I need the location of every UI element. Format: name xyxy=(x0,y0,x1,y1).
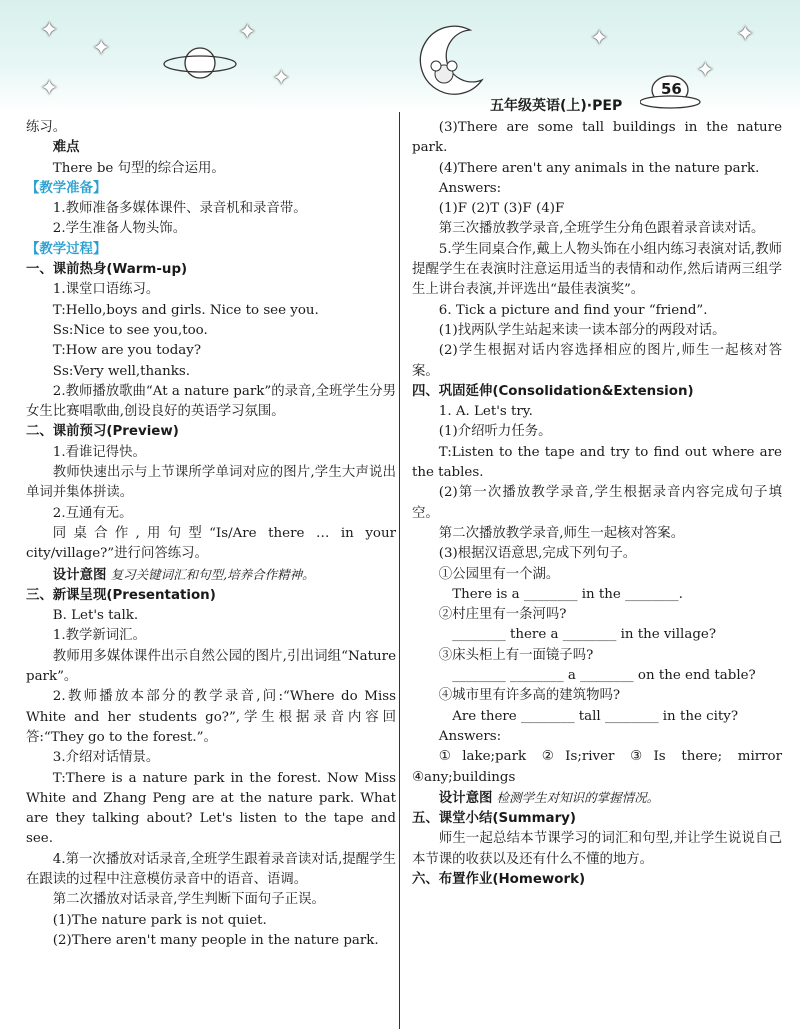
star-icon: ✦ xyxy=(238,20,257,45)
text-paragraph: 【教学过程】 xyxy=(26,241,107,257)
text-paragraph: 2.教师播放本部分的教学录音,问:“Where do Miss White and her students go?”,学生根据录音内容回答:“They go to the forest.”。 xyxy=(26,689,396,745)
text-paragraph: Ss:Nice to see you,too. xyxy=(52,322,208,338)
text-paragraph: ________ there a ________ in the village? xyxy=(452,627,716,643)
text-paragraph: 5.学生同桌合作,戴上人物头饰在小组内练习表演对话,教师提醒学生在表演时注意运用适当的表情和动作,然后请两三组学生上讲台表演,并评选出“最佳表演奖”。 xyxy=(412,241,782,298)
page-number: 56 xyxy=(661,80,682,98)
text-paragraph: 教师快速出示与上节课所学单词对应的图片,学生大声说出单词并集体拼读。 xyxy=(26,465,396,501)
text-paragraph: 第二次播放教学录音,师生一起核对答案。 xyxy=(438,525,685,541)
text-paragraph: T:How are you today? xyxy=(52,343,202,359)
text-paragraph: 2.教师播放歌曲“At a nature park”的录音,全班学生分男女生比赛唱歌曲,创设良好的英语学习氛围。 xyxy=(26,383,396,420)
planet-icon xyxy=(160,38,240,88)
text-paragraph: 1.看谁记得快。 xyxy=(52,444,146,460)
text-paragraph: T:There is a nature park in the forest. Now Miss White and Zhang Peng are at the nature park. What are they talking about? Let's listen to the tape and see. xyxy=(26,770,396,847)
text-paragraph: 六、布置作业(Homework) xyxy=(412,871,586,887)
text-paragraph: T:Hello,boys and girls. Nice to see you. xyxy=(52,302,319,318)
text-paragraph: 1.教师准备多媒体课件、录音机和录音带。 xyxy=(52,201,307,217)
right-column xyxy=(412,118,782,890)
text-paragraph: 难点 xyxy=(52,140,80,156)
text-paragraph: ①公园里有一个湖。 xyxy=(438,566,560,582)
text-paragraph: ①lake;park ②Is;river ③Is there; mirror ④any;buildings xyxy=(412,749,782,785)
text-paragraph: 一、课前热身(Warm-up) xyxy=(26,262,188,278)
text-paragraph: ④城市里有许多高的建筑物吗? xyxy=(438,688,621,704)
star-icon: ✦ xyxy=(40,76,59,101)
text-paragraph: There is a ________ in the ________. xyxy=(452,586,683,602)
text-paragraph: 1.教学新词汇。 xyxy=(52,628,146,644)
star-icon: ✦ xyxy=(590,26,609,51)
text-paragraph: 五、课堂小结(Summary) xyxy=(412,811,577,827)
text-paragraph: 二、课前预习(Preview) xyxy=(26,424,179,440)
design-intent-text: 检测学生对知识的掌握情况。 xyxy=(496,789,660,805)
text-paragraph: (2)第一次播放教学录音,学生根据录音内容完成句子填空。 xyxy=(412,485,782,521)
text-paragraph: 师生一起总结本节课学习的词汇和句型,并让学生说说自己本节课的收获以及还有什么不懂的地方。 xyxy=(412,831,782,867)
design-intent-label: 设计意图 xyxy=(438,790,493,806)
text-paragraph: 同桌合作,用句型“Is/Are there … in your city/village?”进行问答练习。 xyxy=(26,525,396,562)
text-paragraph: 练习。 xyxy=(26,120,67,135)
text-paragraph: ③床头柜上有一面镜子吗? xyxy=(438,647,594,663)
text-paragraph: 2.互通有无。 xyxy=(52,505,133,521)
star-icon: ✦ xyxy=(272,66,291,91)
text-paragraph: Answers: xyxy=(438,180,502,196)
text-paragraph: 1. A. Let's try. xyxy=(438,404,533,420)
text-paragraph: 第三次播放教学录音,全班学生分角色跟着录音读对话。 xyxy=(438,221,765,237)
text-paragraph: 三、新课呈现(Presentation) xyxy=(26,587,216,603)
text-paragraph: Ss:Very well,thanks. xyxy=(52,363,191,379)
text-paragraph: 2.学生准备人物头饰。 xyxy=(52,221,187,237)
text-paragraph: (2)学生根据对话内容选择相应的图片,师生一起核对答案。 xyxy=(412,343,782,379)
text-paragraph: 第二次播放对话录音,学生判断下面句子正误。 xyxy=(52,892,325,908)
star-icon: ✦ xyxy=(40,18,59,43)
column-divider xyxy=(399,112,400,1029)
text-paragraph: (1)介绍听力任务。 xyxy=(438,424,552,440)
text-paragraph: Answers: xyxy=(438,728,502,744)
design-intent-paragraph xyxy=(26,565,396,586)
star-icon: ✦ xyxy=(92,36,111,61)
text-paragraph: (2)There aren't many people in the nature park. xyxy=(52,932,379,948)
text-paragraph: ________ ________ a ________ on the end table? xyxy=(452,668,756,684)
design-intent-text: 复习关键词汇和句型,培养合作精神。 xyxy=(110,566,315,582)
text-paragraph: T:Listen to the tape and try to find out where are the tables. xyxy=(412,444,782,481)
text-paragraph: (1)找两队学生站起来读一读本部分的两段对话。 xyxy=(438,322,726,338)
text-paragraph: There be 句型的综合运用。 xyxy=(52,160,225,176)
text-paragraph: 4.第一次播放对话录音,全班学生跟着录音读对话,提醒学生在跟读的过程中注意模仿录音中的语音、语调。 xyxy=(26,851,396,887)
text-paragraph: (3)根据汉语意思,完成下列句子。 xyxy=(438,546,637,562)
moon-mouse-icon xyxy=(410,22,490,102)
text-paragraph: 教师用多媒体课件出示自然公园的图片,引出词组“Nature park”。 xyxy=(26,648,396,685)
design-intent-paragraph xyxy=(412,788,782,809)
text-paragraph: 【教学准备】 xyxy=(26,180,107,196)
text-paragraph: (1)The nature park is not quiet. xyxy=(52,912,267,928)
design-intent-label: 设计意图 xyxy=(52,567,107,583)
book-title: 五年级英语(上)·PEP xyxy=(490,98,623,114)
text-paragraph: 3.介绍对话情景。 xyxy=(52,750,160,766)
text-paragraph: Are there ________ tall ________ in the city? xyxy=(452,708,739,724)
text-paragraph: (1)F (2)T (3)F (4)F xyxy=(438,201,565,217)
text-paragraph: B. Let's talk. xyxy=(52,608,139,624)
star-icon: ✦ xyxy=(696,58,715,83)
text-paragraph: 1.课堂口语练习。 xyxy=(52,282,160,298)
text-paragraph: ②村庄里有一条河吗? xyxy=(438,607,567,623)
text-paragraph: 6. Tick a picture and find your “friend”. xyxy=(438,302,708,318)
text-paragraph: 四、巩固延伸(Consolidation&Extension) xyxy=(412,383,694,399)
left-column xyxy=(26,118,396,951)
text-paragraph: (4)There aren't any animals in the nature park. xyxy=(438,160,760,176)
text-paragraph: (3)There are some tall buildings in the nature park. xyxy=(412,120,782,156)
star-icon: ✦ xyxy=(736,22,755,47)
